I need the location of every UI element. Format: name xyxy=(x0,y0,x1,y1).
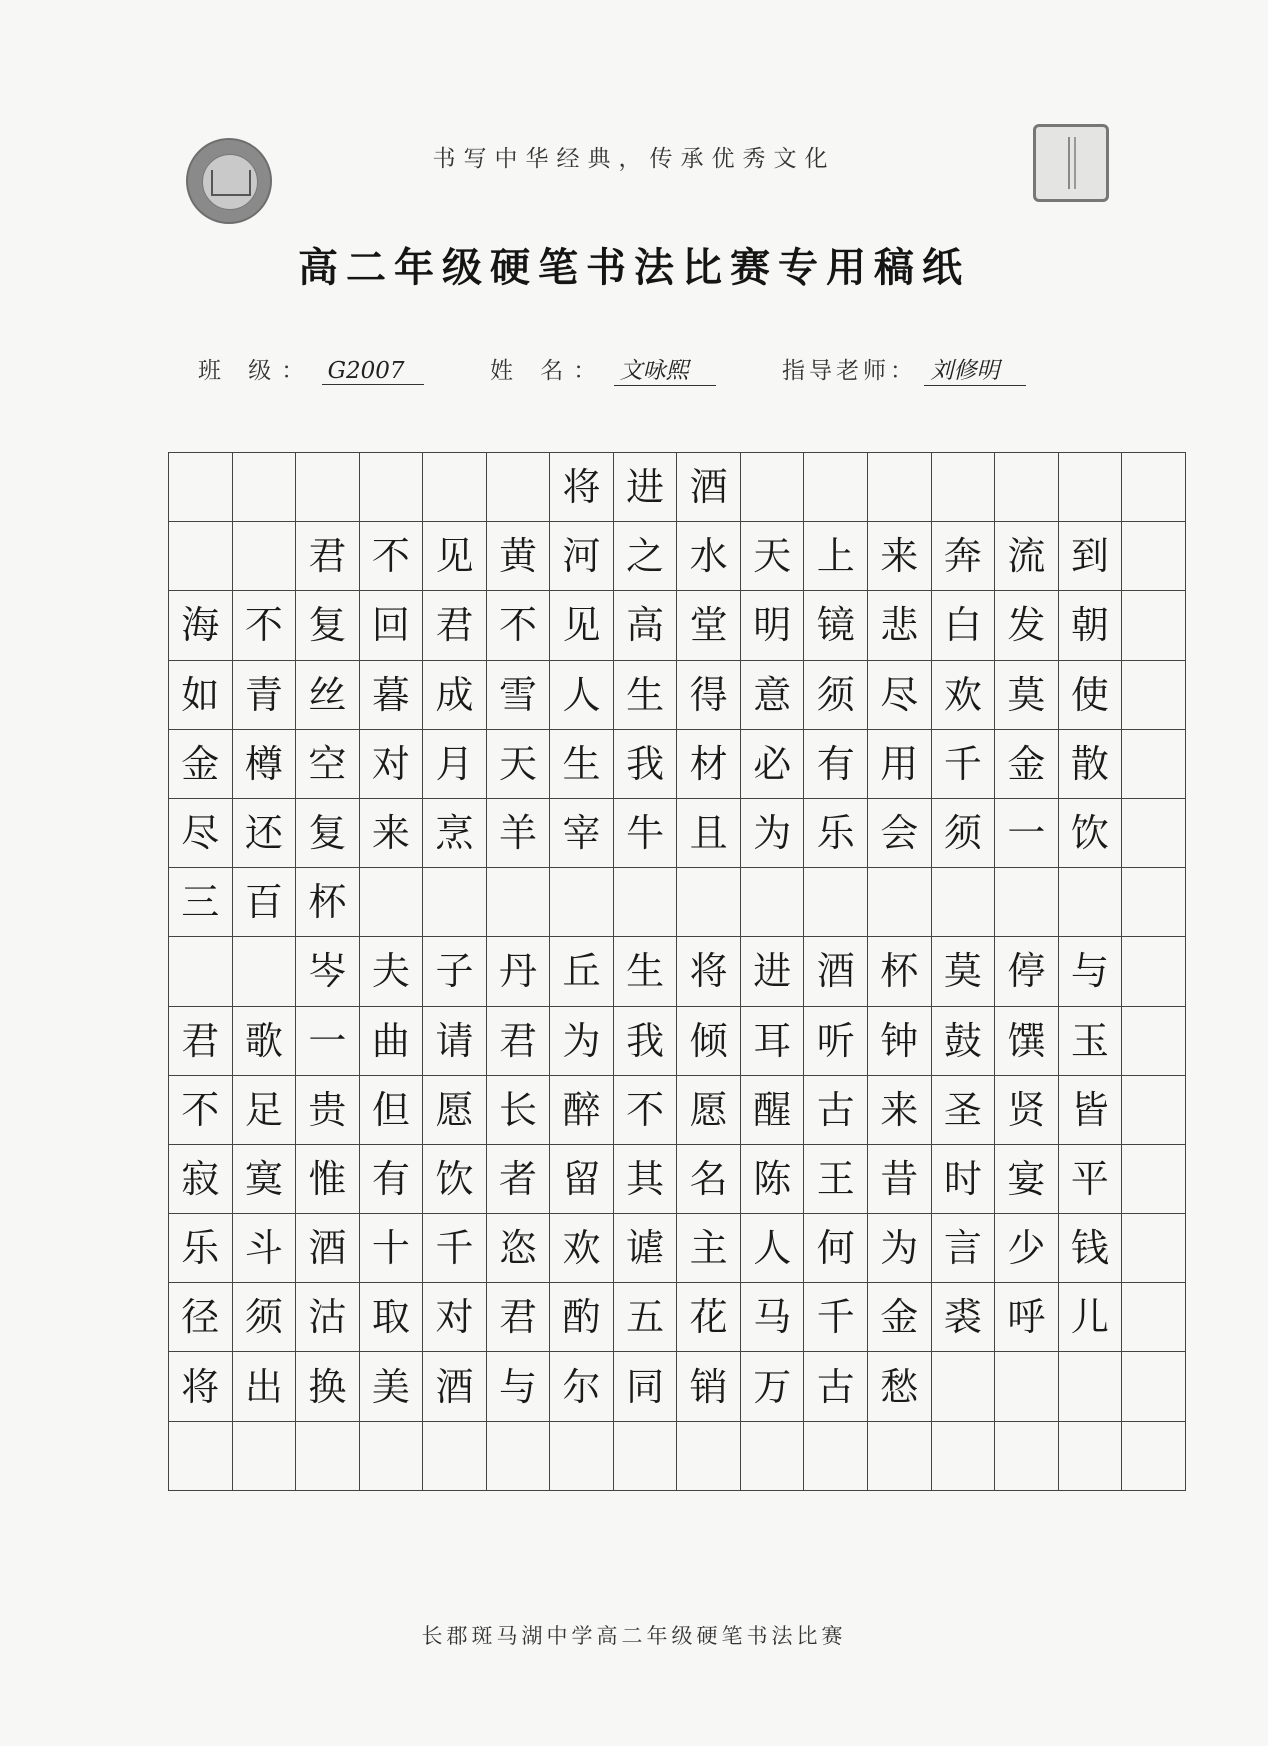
grid-cell: 倾 xyxy=(677,1007,741,1076)
grid-cell: 雪 xyxy=(487,661,551,730)
grid-cell: 将 xyxy=(169,1352,233,1421)
grid-cell xyxy=(1059,1352,1123,1421)
grid-cell: 美 xyxy=(360,1352,424,1421)
grid-cell: 请 xyxy=(423,1007,487,1076)
grid-cell: 寂 xyxy=(169,1145,233,1214)
grid-cell: 发 xyxy=(995,591,1059,660)
grid-cell: 来 xyxy=(868,1076,932,1145)
grid-cell xyxy=(868,1422,932,1491)
grid-cell: 人 xyxy=(741,1214,805,1283)
grid-cell: 有 xyxy=(804,730,868,799)
grid-cell xyxy=(360,868,424,937)
grid-cell: 销 xyxy=(677,1352,741,1421)
grid-cell: 丘 xyxy=(550,937,614,1006)
grid-cell xyxy=(804,868,868,937)
grid-cell: 为 xyxy=(550,1007,614,1076)
grid-cell xyxy=(296,1422,360,1491)
grid-cell xyxy=(868,453,932,522)
grid-cell xyxy=(487,868,551,937)
grid-cell: 同 xyxy=(614,1352,678,1421)
grid-cell: 必 xyxy=(741,730,805,799)
grid-cell: 恣 xyxy=(487,1214,551,1283)
grid-cell: 到 xyxy=(1059,522,1123,591)
name-label: 姓 名： xyxy=(490,358,607,384)
grid-cell: 言 xyxy=(932,1214,996,1283)
grid-cell: 杯 xyxy=(868,937,932,1006)
grid-cell xyxy=(1122,1145,1186,1214)
grid-cell: 宴 xyxy=(995,1145,1059,1214)
grid-cell: 愿 xyxy=(677,1076,741,1145)
grid-cell: 取 xyxy=(360,1283,424,1352)
grid-cell: 五 xyxy=(614,1283,678,1352)
grid-cell: 马 xyxy=(741,1283,805,1352)
grid-cell: 将 xyxy=(550,453,614,522)
grid-cell: 羊 xyxy=(487,799,551,868)
grid-cell xyxy=(1059,453,1123,522)
grid-cell: 平 xyxy=(1059,1145,1123,1214)
grid-cell: 使 xyxy=(1059,661,1123,730)
grid-cell: 古 xyxy=(804,1076,868,1145)
grid-cell: 之 xyxy=(614,522,678,591)
grid-cell xyxy=(169,453,233,522)
class-label: 班 级： xyxy=(198,358,315,384)
grid-cell: 莫 xyxy=(932,937,996,1006)
grid-cell xyxy=(360,1422,424,1491)
grid-cell: 天 xyxy=(741,522,805,591)
grid-cell xyxy=(804,453,868,522)
grid-cell: 镜 xyxy=(804,591,868,660)
grid-cell xyxy=(1122,799,1186,868)
grid-cell: 岑 xyxy=(296,937,360,1006)
writing-grid xyxy=(168,452,1186,1491)
grid-cell: 将 xyxy=(677,937,741,1006)
grid-cell xyxy=(296,453,360,522)
grid-cell: 名 xyxy=(677,1145,741,1214)
grid-cell xyxy=(487,1422,551,1491)
grid-cell: 散 xyxy=(1059,730,1123,799)
grid-cell: 会 xyxy=(868,799,932,868)
grid-cell: 如 xyxy=(169,661,233,730)
grid-cell: 须 xyxy=(932,799,996,868)
grid-cell xyxy=(1122,591,1186,660)
grid-cell: 不 xyxy=(614,1076,678,1145)
grid-cell: 且 xyxy=(677,799,741,868)
grid-cell: 曲 xyxy=(360,1007,424,1076)
grid-cell: 圣 xyxy=(932,1076,996,1145)
grid-cell: 莫 xyxy=(995,661,1059,730)
grid-cell xyxy=(423,1422,487,1491)
grid-cell: 儿 xyxy=(1059,1283,1123,1352)
grid-cell: 醉 xyxy=(550,1076,614,1145)
grid-cell: 饮 xyxy=(1059,799,1123,868)
grid-cell: 用 xyxy=(868,730,932,799)
grid-cell: 海 xyxy=(169,591,233,660)
name-value: 文咏熙 xyxy=(614,352,716,386)
grid-cell xyxy=(1122,1422,1186,1491)
grid-cell: 得 xyxy=(677,661,741,730)
grid-cell: 万 xyxy=(741,1352,805,1421)
grid-cell xyxy=(932,453,996,522)
grid-cell xyxy=(1122,1352,1186,1421)
grid-cell: 鼓 xyxy=(932,1007,996,1076)
grid-cell: 樽 xyxy=(233,730,297,799)
grid-cell: 青 xyxy=(233,661,297,730)
grid-cell: 须 xyxy=(804,661,868,730)
grid-cell: 生 xyxy=(550,730,614,799)
grid-cell: 宰 xyxy=(550,799,614,868)
grid-cell: 花 xyxy=(677,1283,741,1352)
grid-cell: 愿 xyxy=(423,1076,487,1145)
grid-cell: 来 xyxy=(868,522,932,591)
grid-cell: 裘 xyxy=(932,1283,996,1352)
footer-text: 长郡斑马湖中学高二年级硬笔书法比赛 xyxy=(421,1624,847,1648)
grid-cell: 不 xyxy=(487,591,551,660)
grid-cell xyxy=(1122,522,1186,591)
grid-cell: 酒 xyxy=(296,1214,360,1283)
grid-cell: 奔 xyxy=(932,522,996,591)
grid-cell: 者 xyxy=(487,1145,551,1214)
class-field xyxy=(198,352,424,385)
grid-cell xyxy=(233,937,297,1006)
grid-cell: 见 xyxy=(550,591,614,660)
grid-cell: 烹 xyxy=(423,799,487,868)
grid-cell: 径 xyxy=(169,1283,233,1352)
grid-cell: 沽 xyxy=(296,1283,360,1352)
grid-cell xyxy=(1122,937,1186,1006)
grid-cell: 寞 xyxy=(233,1145,297,1214)
teacher-value: 刘修明 xyxy=(924,352,1026,386)
grid-cell xyxy=(614,868,678,937)
grid-cell xyxy=(1059,868,1123,937)
grid-cell: 君 xyxy=(423,591,487,660)
grid-cell: 悲 xyxy=(868,591,932,660)
grid-cell: 堂 xyxy=(677,591,741,660)
grid-cell: 昔 xyxy=(868,1145,932,1214)
grid-cell: 但 xyxy=(360,1076,424,1145)
grid-cell: 材 xyxy=(677,730,741,799)
grid-cell xyxy=(1122,1214,1186,1283)
grid-cell: 金 xyxy=(868,1283,932,1352)
grid-cell: 听 xyxy=(804,1007,868,1076)
grid-cell: 少 xyxy=(995,1214,1059,1283)
grid-cell: 为 xyxy=(741,799,805,868)
grid-cell xyxy=(1122,1076,1186,1145)
grid-cell: 上 xyxy=(804,522,868,591)
grid-cell xyxy=(487,453,551,522)
grid-cell: 河 xyxy=(550,522,614,591)
grid-cell: 月 xyxy=(423,730,487,799)
grid-cell xyxy=(741,868,805,937)
grid-cell: 千 xyxy=(804,1283,868,1352)
grid-cell: 有 xyxy=(360,1145,424,1214)
grid-cell: 一 xyxy=(296,1007,360,1076)
grid-cell: 尽 xyxy=(868,661,932,730)
grid-cell: 乐 xyxy=(169,1214,233,1283)
grid-cell xyxy=(614,1422,678,1491)
grid-cell: 三 xyxy=(169,868,233,937)
grid-cell: 君 xyxy=(487,1283,551,1352)
grid-cell: 对 xyxy=(423,1283,487,1352)
grid-cell: 斗 xyxy=(233,1214,297,1283)
grid-cell: 古 xyxy=(804,1352,868,1421)
grid-cell: 夫 xyxy=(360,937,424,1006)
grid-cell: 牛 xyxy=(614,799,678,868)
grid-cell: 钱 xyxy=(1059,1214,1123,1283)
grid-cell: 换 xyxy=(296,1352,360,1421)
grid-cell: 进 xyxy=(614,453,678,522)
grid-cell: 见 xyxy=(423,522,487,591)
grid-cell xyxy=(169,1422,233,1491)
grid-cell xyxy=(677,868,741,937)
grid-cell xyxy=(360,453,424,522)
grid-cell xyxy=(423,868,487,937)
grid-cell: 时 xyxy=(932,1145,996,1214)
grid-cell: 朝 xyxy=(1059,591,1123,660)
grid-cell: 馔 xyxy=(995,1007,1059,1076)
grid-cell xyxy=(932,1422,996,1491)
grid-cell: 呼 xyxy=(995,1283,1059,1352)
grid-cell: 酒 xyxy=(677,453,741,522)
grid-cell xyxy=(995,1422,1059,1491)
grid-cell xyxy=(804,1422,868,1491)
grid-cell: 君 xyxy=(487,1007,551,1076)
grid-cell: 丝 xyxy=(296,661,360,730)
grid-cell: 为 xyxy=(868,1214,932,1283)
grid-cell: 千 xyxy=(423,1214,487,1283)
grid-cell: 生 xyxy=(614,661,678,730)
grid-cell: 暮 xyxy=(360,661,424,730)
grid-cell: 饮 xyxy=(423,1145,487,1214)
grid-cell: 回 xyxy=(360,591,424,660)
slogan: 书写中华经典，传承优秀文化 xyxy=(432,146,836,172)
grid-cell: 尽 xyxy=(169,799,233,868)
grid-cell xyxy=(995,453,1059,522)
grid-cell: 金 xyxy=(995,730,1059,799)
grid-cell: 意 xyxy=(741,661,805,730)
grid-cell: 与 xyxy=(1059,937,1123,1006)
grid-cell: 乐 xyxy=(804,799,868,868)
grid-cell: 复 xyxy=(296,799,360,868)
grid-cell xyxy=(550,868,614,937)
grid-cell: 流 xyxy=(995,522,1059,591)
grid-cell: 金 xyxy=(169,730,233,799)
grid-cell: 生 xyxy=(614,937,678,1006)
grid-cell xyxy=(233,522,297,591)
page-title: 高二年级硬笔书法比赛专用稿纸 xyxy=(298,245,970,291)
grid-cell: 不 xyxy=(233,591,297,660)
grid-cell: 钟 xyxy=(868,1007,932,1076)
grid-cell: 不 xyxy=(360,522,424,591)
grid-cell: 人 xyxy=(550,661,614,730)
grid-cell: 酒 xyxy=(423,1352,487,1421)
grid-cell: 酌 xyxy=(550,1283,614,1352)
grid-cell: 酒 xyxy=(804,937,868,1006)
grid-cell: 耳 xyxy=(741,1007,805,1076)
grid-cell: 空 xyxy=(296,730,360,799)
grid-cell: 尔 xyxy=(550,1352,614,1421)
grid-cell: 停 xyxy=(995,937,1059,1006)
class-value: G2007 xyxy=(322,358,424,385)
grid-cell xyxy=(995,868,1059,937)
grid-cell: 醒 xyxy=(741,1076,805,1145)
grid-cell: 一 xyxy=(995,799,1059,868)
grid-cell: 千 xyxy=(932,730,996,799)
grid-cell: 王 xyxy=(804,1145,868,1214)
grid-cell xyxy=(741,1422,805,1491)
grid-cell: 歌 xyxy=(233,1007,297,1076)
grid-cell: 进 xyxy=(741,937,805,1006)
grid-cell xyxy=(1122,453,1186,522)
grid-cell xyxy=(995,1352,1059,1421)
grid-cell: 贵 xyxy=(296,1076,360,1145)
grid-cell: 出 xyxy=(233,1352,297,1421)
grid-cell xyxy=(1059,1422,1123,1491)
grid-cell: 长 xyxy=(487,1076,551,1145)
teacher-field xyxy=(782,352,1026,386)
grid-cell: 我 xyxy=(614,730,678,799)
grid-cell xyxy=(932,868,996,937)
name-field xyxy=(490,352,716,386)
school-logo-mark xyxy=(211,170,251,196)
grid-cell: 明 xyxy=(741,591,805,660)
grid-cell: 陈 xyxy=(741,1145,805,1214)
grid-cell xyxy=(741,453,805,522)
grid-cell xyxy=(423,453,487,522)
grid-cell xyxy=(1122,1007,1186,1076)
grid-cell: 十 xyxy=(360,1214,424,1283)
grid-cell: 皆 xyxy=(1059,1076,1123,1145)
grid-cell xyxy=(169,937,233,1006)
grid-cell: 百 xyxy=(233,868,297,937)
grid-cell: 留 xyxy=(550,1145,614,1214)
grid-cell: 何 xyxy=(804,1214,868,1283)
grid-cell: 杯 xyxy=(296,868,360,937)
grid-cell: 玉 xyxy=(1059,1007,1123,1076)
grid-cell: 与 xyxy=(487,1352,551,1421)
grid-cell: 还 xyxy=(233,799,297,868)
grid-cell: 君 xyxy=(296,522,360,591)
grid-cell: 惟 xyxy=(296,1145,360,1214)
grid-cell: 君 xyxy=(169,1007,233,1076)
grid-cell xyxy=(233,1422,297,1491)
grid-cell: 来 xyxy=(360,799,424,868)
grid-cell: 对 xyxy=(360,730,424,799)
grid-cell: 欢 xyxy=(550,1214,614,1283)
grid-cell: 天 xyxy=(487,730,551,799)
grid-cell: 其 xyxy=(614,1145,678,1214)
grid-cell: 成 xyxy=(423,661,487,730)
grid-cell: 须 xyxy=(233,1283,297,1352)
grid-cell: 我 xyxy=(614,1007,678,1076)
grid-cell: 子 xyxy=(423,937,487,1006)
grid-cell: 足 xyxy=(233,1076,297,1145)
grid-cell: 欢 xyxy=(932,661,996,730)
grid-cell: 谑 xyxy=(614,1214,678,1283)
grid-cell xyxy=(233,453,297,522)
grid-cell: 主 xyxy=(677,1214,741,1283)
grid-cell: 高 xyxy=(614,591,678,660)
grid-cell: 白 xyxy=(932,591,996,660)
grid-cell: 复 xyxy=(296,591,360,660)
grid-cell xyxy=(932,1352,996,1421)
grid-cell xyxy=(1122,1283,1186,1352)
grid-cell: 贤 xyxy=(995,1076,1059,1145)
grid-cell: 丹 xyxy=(487,937,551,1006)
teacher-label: 指导老师： xyxy=(782,358,917,384)
grid-cell xyxy=(1122,730,1186,799)
grid-cell xyxy=(169,522,233,591)
grid-cell: 愁 xyxy=(868,1352,932,1421)
grid-cell: 不 xyxy=(169,1076,233,1145)
grid-cell xyxy=(677,1422,741,1491)
grid-cell xyxy=(868,868,932,937)
grid-cell: 水 xyxy=(677,522,741,591)
grid-cell xyxy=(1122,868,1186,937)
grid-cell: 黄 xyxy=(487,522,551,591)
grid-cell xyxy=(550,1422,614,1491)
grid-cell xyxy=(1122,661,1186,730)
